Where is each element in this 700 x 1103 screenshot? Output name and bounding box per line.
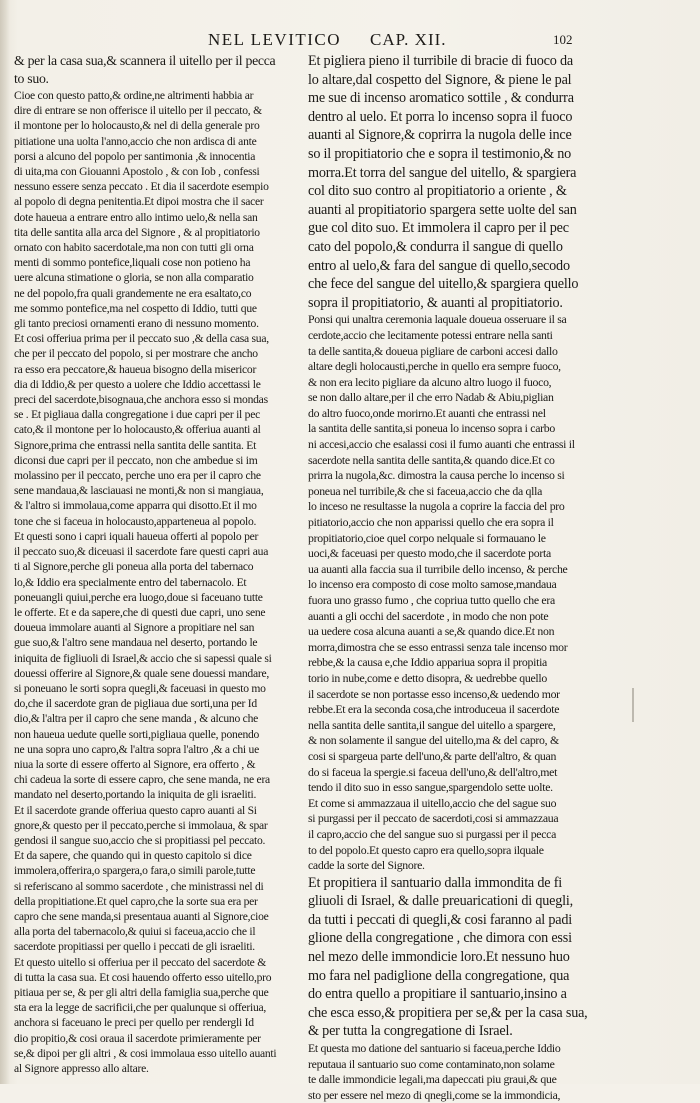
- text-line: gnore,& questo per il peccato,perche si immolaua, & spar: [14, 818, 268, 832]
- text-line: sta era la legge de sacrificii,che per qualunque si offeriua,: [14, 1001, 267, 1015]
- text-line: lo incenso era composto di cose molto samose,mandaua: [308, 577, 557, 592]
- text-line: ne una sopra uno capro,& l'altra sopra l'altro ,& a chi ue: [14, 742, 259, 756]
- text-line: rebbe,& la causa e,che Iddio appariua sopra il propitia: [308, 655, 547, 670]
- text-line: non haueua uedute quelle sorti,pigliaua quelle, ponendo: [14, 727, 260, 741]
- text-line: Et il sacerdote grande offeriua questo capro auanti al Si: [14, 803, 257, 817]
- commentary-text-a: [308, 312, 594, 873]
- text-line: lo altare,dal cospetto del Signore, & piene le pal: [308, 71, 572, 88]
- text-line: se,& dipoi per gli altri , & cosi immolaua esso uitello auanti: [14, 1046, 277, 1060]
- text-line: le offerte. Et e da sapere,che di questi due capri, uno sene: [14, 605, 266, 619]
- gutter-shadow: [0, 0, 10, 1084]
- text-line: sene mandaua,& lasciauasi ne monti,& non si mangiaua,: [14, 484, 264, 498]
- text-line: lo inceso ne resultasse la nugola a coprire la faccia del pro: [308, 499, 565, 514]
- text-line: gue suo,& l'altro sene mandaua nel deserto, portando le: [14, 636, 258, 650]
- text-line: pitiatione una uolta l'anno,accio che non ardisca di ante: [14, 134, 257, 148]
- text-line: Cioe con questo patto,& ordine,ne altrimenti habbia ar: [14, 89, 254, 102]
- scripture-verses-b: [308, 874, 594, 1041]
- text-line: sto per essere nel mezo di qnegli,come se la immondicia,: [308, 1087, 561, 1102]
- text-line: di tutta la casa sua. Et cosi hauendo offerto esso uitello,pro: [14, 970, 272, 984]
- text-line: do si faceua la spergie.si faceua dell'uno,& dell'altro,met: [308, 764, 558, 779]
- text-line: che per il peccato del popolo, si per mostrare che ancho: [14, 347, 258, 361]
- text-line: se non dallo altare,per il che erro Nadab & Abiu,piglian: [308, 390, 554, 405]
- text-line: lo,& Iddio era specialmente entro del tabernacolo. Et: [14, 575, 247, 589]
- text-line: nel mezo delle immondicie loro.Et nessuno huo: [308, 949, 570, 966]
- text-line: si referiscano al sommo sacerdote , che ministrassi nel di: [14, 879, 264, 893]
- text-line: & non solamente il sangue del uitello,ma & del capro, &: [308, 733, 559, 748]
- text-line: se . Et pigliaua dalla congregatione i due capri per il pec: [14, 408, 261, 422]
- text-line: preci del sacerdote,bisognaua,che anchora esso si mondas: [14, 393, 268, 407]
- text-line: pitiatorio,accio che non apparissi quello che era sopra il: [308, 515, 554, 530]
- text-line: la santita delle santita,si poneua lo incenso sopra i carbo: [308, 421, 555, 436]
- text-line: Et propitiera il santuario dalla immondita de fi: [308, 874, 562, 891]
- text-line: chi cadeua la sorte di essere capro, che sene manda, ne era: [14, 773, 270, 787]
- text-line: alla porta del tabernacolo,& quiui si faceua,accio che il: [14, 925, 256, 939]
- text-line: anchora si faceuano le preci per quello per rendergli Id: [14, 1016, 254, 1030]
- text-line: Et cosi offeriua prima per il peccato suo ,& della casa sua,: [14, 332, 269, 346]
- text-line: nessuno essere senza peccato . Et dia il sacerdote esempio: [14, 180, 269, 194]
- text-line: prirra la nugola,&c. dimostra la causa perche lo incenso si: [308, 468, 565, 483]
- text-line: dire di entrare se non offerisce il uitello per il peccato, &: [14, 104, 262, 118]
- text-line: ti al Signore,perche gli poneua alla porta del tabernaco: [14, 560, 254, 574]
- text-line: poneuangli quiui,perche era luogo,doue si faceuano tutte: [14, 590, 263, 604]
- text-line: & non era lecito pigliare da alcuno altro luogo il fuoco,: [308, 374, 552, 389]
- text-line: sacerdote propitiassi per quello i peccati de gli israeliti.: [14, 940, 255, 954]
- text-line: te dalle immondicie legali,ma dapeccati piu graui,& que: [308, 1072, 557, 1087]
- text-line: uoci,& faceuasi per questo modo,che il sacerdote porta: [308, 546, 551, 561]
- text-line: auanti al Signore,& coprirra la nugola delle ince: [308, 127, 572, 144]
- text-line: do,che il sacerdote gran de pigliaua due sorti,una per Id: [14, 697, 257, 711]
- text-line: Et questa mo datione del santuario si faceua,perche Iddio: [308, 1041, 561, 1056]
- text-line: Et come si ammazzaua il uitello,accio che del sague suo: [308, 795, 557, 810]
- text-line: tita delle santita alla arca del Signore , & al propitiatorio: [14, 225, 260, 239]
- text-line: menti di sommo pontefice,liquali cose non potieno ha: [14, 256, 251, 270]
- text-line: mandato nel deserto,portando la iniquita de gli israeliti.: [14, 788, 257, 802]
- text-line: capro che sene manda,si presentaua auanti al Signore,cioe: [14, 909, 269, 923]
- text-line: & per tutta la congregatione di Israel.: [308, 1023, 513, 1040]
- text-line: col dito suo contro al propitiatorio a oriente , &: [308, 183, 567, 200]
- text-line: Et questo uitello si offeriua per il peccato del sacerdote &: [14, 955, 266, 969]
- text-line: dia di Iddio,& per questo a uolere che Iddio accettassi le: [14, 377, 261, 391]
- text-line: rebbe.Et era la seconda cosa,che introduceua il sacerdote: [308, 702, 560, 717]
- left-column: [14, 52, 296, 1075]
- text-line: da tutti i peccati di quegli,& cosi faranno al padi: [308, 911, 573, 928]
- left-commentary-text: [14, 88, 296, 1076]
- text-line: ta delle santita,& doueua pigliare de carboni accesi dallo: [308, 343, 558, 358]
- text-line: doueua immolare auanti al Signore a propitiare nel san: [14, 621, 255, 635]
- page-header: [0, 30, 700, 52]
- text-line: to del popolo.Et questo capro era quello,sopra ilquale: [308, 842, 544, 857]
- text-line: si poneuano le sorti sopra quegli,& faceuasi in questo mo: [14, 681, 266, 695]
- text-line: so il propitiatorio che e sopra il testimonio,& no: [308, 145, 572, 162]
- text-line: fuora uno grasso fumo , che copriua tutto quello che era: [308, 593, 555, 607]
- text-line: ua auanti alla faccia sua il turribile dello incenso, & perche: [308, 561, 568, 576]
- text-line: nella santita delle santita,il sangue del uitello a spargere,: [308, 717, 556, 732]
- text-line: do altro fuoco,onde morirno.Et auanti che entrassi nel: [308, 405, 546, 420]
- text-line: morra.Et torra del sangue del uitello, & spargiera: [308, 164, 577, 181]
- text-line: cosi si spargeua parte dell'uno,& parte dell'altro, & quan: [308, 748, 557, 763]
- text-line: poneua nel turribile,& che si faceua,accio che da qlla: [308, 483, 543, 498]
- text-line: propitiatorio,cioe quel corpo nelquale si formauano le: [308, 530, 546, 545]
- text-line: il capro,accio che del sangue suo si purgassi per il pecca: [308, 826, 557, 841]
- right-column: [308, 52, 594, 1102]
- text-line: glione della congregatione , che dimora con essi: [308, 930, 572, 947]
- text-line: torio in nube,come e detto disopra, & uedrebbe quello: [308, 670, 547, 685]
- text-line: uere alcuna stimatione o gloria, se non alla comparatio: [14, 271, 254, 285]
- text-line: iniquita de figliuoli di Israel,& accio che si sapessi quale si: [14, 651, 272, 665]
- text-line: & per la casa sua,& scannera il uitello per il pecca: [14, 53, 276, 68]
- text-line: il sacerdote se non portasse esso incenso,& uedendo mor: [308, 686, 560, 701]
- text-line: sopra il propitiatorio, & auanti al propitiatorio.: [308, 294, 563, 311]
- text-line: dio propitio,& cosi oraua il sacerdote primieramente per: [14, 1031, 261, 1045]
- commentary-text-b: [308, 1041, 594, 1103]
- text-line: auanti a gli occhi del sacerdote , in modo che non pote: [308, 608, 549, 623]
- text-line: douessi offerire al Signore,& quale sene douessi mandare,: [14, 666, 270, 680]
- left-scripture-text: [14, 52, 296, 88]
- text-line: tendo il dito suo in esso sangue,spargendolo sette uolte.: [308, 780, 553, 795]
- text-line: mo fara nel padiglione della congregatione, qua: [308, 967, 570, 984]
- text-line: della propitiatione.Et quel capro,che la sorte sua era per: [14, 894, 258, 908]
- running-title: NEL LEVITICO: [208, 30, 342, 49]
- text-line: Signore,prima che entrassi nella santita delle santita. Et: [14, 438, 257, 452]
- text-line: il peccato suo,& diceuasi il sacerdote fare questi capri aua: [14, 545, 269, 559]
- chapter-heading: CAP. XII.: [370, 30, 447, 49]
- text-line: Ponsi qui unaltra ceremonia laquale doueua osseruare il sa: [308, 312, 567, 327]
- text-line: me sommo pontefice,ma nel cospetto di Iddio, tutti que: [14, 301, 257, 315]
- text-line: niua la sorte di essere offerto al Signore, era offerto , &: [14, 757, 256, 771]
- text-line: & l'altro si immolaua,come apparra qui disotto.Et il mo: [14, 499, 257, 513]
- text-line: reputaua il santuario suo come contaminato,non solame: [308, 1056, 555, 1071]
- text-line: porsi a alcuno del popolo per santimonia ,& innocentia: [14, 149, 256, 163]
- text-line: diconsi due capri per il peccato, non che ambedue si im: [14, 453, 258, 467]
- text-line: gli tanto preciosi ornamenti erano di nessuno momento.: [14, 317, 259, 331]
- text-line: altare degli holocausti,perche in quello era sempre fuoco,: [308, 359, 561, 374]
- text-line: cato,& il montone per lo holocausto,& offeriua auanti al: [14, 423, 261, 437]
- text-line: ua uedere cosa alcuna auanti a se,& quando dice.Et non: [308, 624, 555, 639]
- text-line: ni accesi,accio che esalassi cosi il fumo auanti che entrassi il: [308, 437, 575, 452]
- text-line: pitiaua per se, & per gli altri della famiglia sua,perche que: [14, 985, 269, 999]
- text-line: Et pigliera pieno il turribile di bracie di fuoco da: [308, 53, 573, 69]
- text-line: al Signore appresso allo altare.: [14, 1062, 149, 1075]
- text-line: cerdote,accio che lecitamente potessi entrare nella santi: [308, 327, 553, 342]
- text-line: gue col dito suo. Et immolera il capro per il pec: [308, 220, 569, 237]
- text-line: dio,& l'altra per il capro che sene manda , & alcuno che: [14, 712, 259, 726]
- text-line: molassino per il peccato, perche uno era per il capro che: [14, 469, 261, 483]
- text-line: me sue di incenso aromatico sottile , & condurra: [308, 90, 574, 107]
- text-line: che esca esso,& propitiera per se,& per la casa sua,: [308, 1004, 588, 1021]
- text-line: gendosi il sangue suo,accio che si propitiassi pel peccato.: [14, 833, 266, 847]
- text-line: di uita,ma con Giouanni Apostolo , & con Iob , confessi: [14, 165, 260, 179]
- text-line: morra,dimostra che se esso entrassi senza tale incenso mor: [308, 639, 568, 654]
- text-line: auanti al propitiatorio spargera sette uolte del san: [308, 201, 577, 218]
- text-line: che fece del sangue del uitello,& spargiera quello: [308, 276, 579, 293]
- text-line: entro al uelo,& fara del sangue di quello,secodo: [308, 257, 570, 274]
- text-line: sacerdote nella santita delle santita,& quando dice.Et co: [308, 452, 555, 467]
- text-line: il montone per lo holocausto,& nel di della generale pro: [14, 119, 260, 133]
- text-line: dote haueua a entrare entro allo intimo uelo,& nella san: [14, 210, 258, 224]
- text-line: tone che si faceua in holocausto,apparteneua al popolo.: [14, 514, 257, 528]
- text-line: dentro al uelo. Et porra lo incenso sopra il fuoco: [308, 108, 573, 125]
- text-line: do entra quello a propitiare il santuario,insino a: [308, 986, 567, 1003]
- scripture-verses-a: [308, 52, 594, 312]
- text-line: cato del popolo,& condurra il sangue di quello: [308, 238, 563, 255]
- text-line: cadde la sorte del Signore.: [308, 858, 425, 873]
- folio-number: 102: [553, 32, 573, 47]
- text-line: to suo.: [14, 71, 49, 86]
- text-line: Et questi sono i capri iquali haueua offerti al popolo per: [14, 529, 259, 543]
- text-line: Et da sapere, che quando qui in questo capitolo si dice: [14, 849, 252, 863]
- margin-pen-mark: [632, 688, 634, 722]
- text-line: immolera,offerira,o spargera,o fara,o simili parole,tutte: [14, 864, 256, 878]
- text-line: al popolo di degna penitentia.Et dipoi mostra che il sacer: [14, 195, 264, 209]
- text-line: ne del popolo,fra quali grandemente ne era esaltato,co: [14, 286, 252, 300]
- text-line: si purgassi per il peccato de sacerdoti,cosi si ammazzaua: [308, 811, 559, 826]
- text-line: ornato con habito sacerdotale,ma non con tutti gli orna: [14, 241, 254, 255]
- text-line: ra esso era peccatore,& haueua bisogno della misericor: [14, 362, 257, 376]
- text-line: gliuoli di Israel, & dalle preuaricationi di quegli,: [308, 893, 573, 910]
